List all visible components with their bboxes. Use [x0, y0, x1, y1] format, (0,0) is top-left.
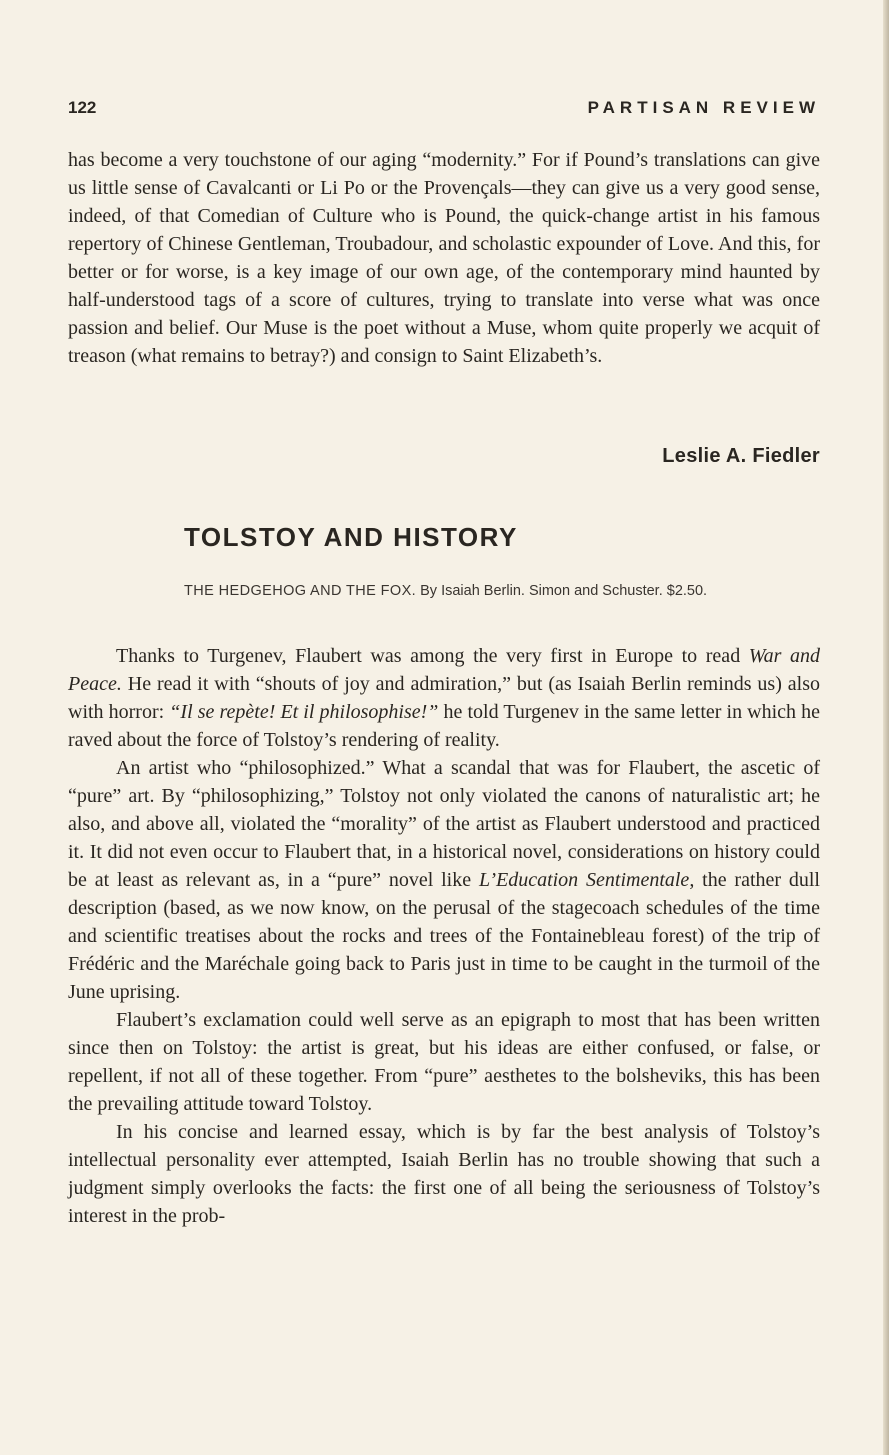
- previous-review-ending: [68, 146, 820, 370]
- magazine-title: PARTISAN REVIEW: [587, 98, 820, 117]
- paragraph: has become a very touchstone of our aging “modernity.” For if Pound’s translations can give us little sense of Cavalcanti or Li Po or the Provençals—they can give us a very good sense, indeed, of that Comedian of Culture who is Pound, the quick-change artist in his famous repertory of Chinese Gentleman, Troubadour, and scholastic expounder of Love. And this, for better or for worse, is a key image of our own age, of the contemporary mind haunted by half-understood tags of a score of cultures, trying to translate into verse what was once passion and belief. Our Muse is the poet without a Muse, whom quite properly we acquit of treason (what remains to betray?) and consign to Saint Elizabeth’s.: [68, 149, 820, 367]
- paragraph: Flaubert’s exclamation could well serve as an epigraph to most that has been written since then on Tolstoy: the artist is great, but his ideas are either confused, or false, or repellent, if not all of these together. From “pure” aesthetes to the bolsheviks, this has been the prevailing attitude toward Tolstoy.: [68, 1009, 820, 1115]
- book-title: THE HEDGEHOG AND THE FOX.: [184, 583, 417, 599]
- book-citation: [184, 580, 820, 602]
- paragraph: An artist who “philosophized.” What a scandal that was for Flaubert, the ascetic of “pure” art. By “philosophizing,” Tolstoy not only violated the canons of naturalistic art; he also, and above all, violated the “morality” of the artist as Flaubert understood and practiced it. It did not even occur to Flaubert that, in a historical novel, considerations on history could be at least as relevant as, in a “pure” novel like L’Education Sentimentale, the rather dull description (based, as we now know, on the perusal of the stagecoach schedules of the time and scientific treatises about the rocks and trees of the Fontainebleau forest) of the trip of Frédéric and the Maréchale going back to Paris just in time to be caught in the turmoil of the June uprising.: [68, 757, 820, 1003]
- author-signature: Leslie A. Fiedler: [662, 445, 820, 467]
- paragraph: In his concise and learned essay, which is by far the best analysis of Tolstoy’s intellectual personality ever attempted, Isaiah Berlin has no trouble showing that such a judgment simply overlooks the facts: the first one of all being the seriousness of Tolstoy’s interest in the prob-: [68, 1121, 820, 1227]
- review-title: TOLSTOY AND HISTORY: [184, 522, 518, 552]
- running-header: [68, 98, 820, 122]
- review-body: [68, 642, 820, 1230]
- italic-text: L’Education Sentimentale,: [478, 869, 695, 891]
- italic-text: War and Peace.: [68, 645, 821, 695]
- paragraph: Thanks to Turgenev, Flaubert was among the very first in Europe to read War and Peace. He read it with “shouts of joy and admiration,” but (as Isaiah Berlin reminds us) also with horror: “Il se repète! Et il philosophise!” he told Turgenev in the same letter in which he raved about the force of Tolstoy’s rendering of reality.: [68, 645, 821, 751]
- book-publication-info: By Isaiah Berlin. Simon and Schuster. $2.50.: [420, 583, 708, 599]
- page-edge-shadow: [883, 0, 889, 1455]
- page-number: 122: [68, 98, 97, 117]
- italic-text: “Il se repète! Et il philosophise!”: [169, 701, 439, 723]
